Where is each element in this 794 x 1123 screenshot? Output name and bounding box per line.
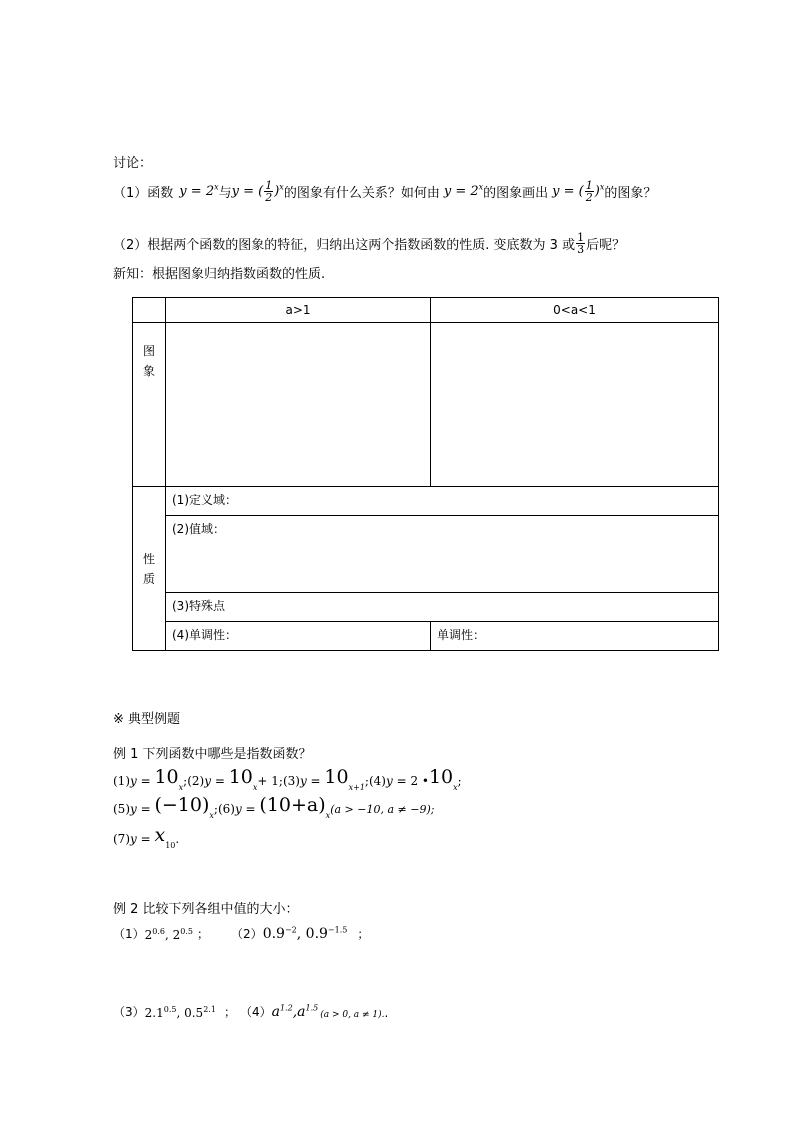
example-2-title: 例 2 比较下列各组中值的大小： — [113, 902, 299, 917]
q1-text-c: 的图象有什么关系？如何由 — [283, 185, 440, 201]
fraction-one-third: $\frac{1}{3}$ — [577, 230, 585, 256]
q1-text-e: 的图象？ — [604, 185, 657, 201]
properties-table — [132, 297, 719, 651]
q1-text-d: 的图象画出 — [483, 185, 549, 201]
monotonicity-cell-2: 单调性： — [431, 622, 719, 651]
table-graph-row — [133, 323, 719, 487]
example-2-line-1: （1） $2^{0.6}$, $2^{0.5}$ ； （2） $0.9^{-2}$, $0.9^{-1.5}$ ； — [113, 925, 370, 942]
example-1-line-3: (7) y = x 10 . — [113, 824, 180, 850]
header-empty-cell — [133, 298, 166, 323]
table-mono-row — [133, 622, 719, 651]
domain-cell: (1)定义域： — [166, 487, 719, 516]
table-header-row — [133, 298, 719, 323]
header-a-between-0-1: 0<a<1 — [431, 298, 719, 323]
formula-y-2x-b: $y = 2^x$ — [443, 182, 484, 199]
p2-expression: $0.9^{-2}$, $0.9^{-1.5}$ — [262, 925, 348, 942]
range-cell: (2)值域： — [166, 516, 719, 593]
example-1-title: 例 1 下列函数中哪些是指数函数？ — [113, 747, 312, 762]
special-point-cell: (3)特殊点 — [166, 593, 719, 622]
discussion-heading: 讨论： — [113, 156, 153, 171]
p3-expression: $2.1^{0.5}$, $0.5^{2.1}$ — [144, 1005, 216, 1020]
graph-cell-a-lt-1 — [431, 323, 719, 487]
table-range-row — [133, 516, 719, 593]
formula-y-half-x-b: y = ( $\frac{1}{2}$ )$^x$ — [552, 178, 605, 204]
formula-y-2x: $y = 2^x$ — [179, 182, 219, 199]
p1-expression: $2^{0.6}$, $2^{0.5}$ — [144, 927, 194, 942]
examples-heading: ※ 典型例题 — [113, 712, 181, 727]
new-knowledge: 新知：根据图象归纳指数函数的性质. — [113, 267, 326, 282]
example-1-line-2: (5) y = (−10) x ;(6) y = (10+a) x (a > −10, a ≠ −9); — [113, 794, 435, 820]
q1-number: （1） — [113, 185, 148, 201]
q2-tail: 后呢？ — [586, 237, 626, 253]
question-2 — [113, 228, 625, 258]
q2-number: （2） — [113, 237, 148, 253]
p4-expression: $a^{1.2},a^{1.5}$ — [271, 1003, 319, 1020]
q1-text-a: 函数 — [147, 185, 174, 201]
graph-cell-a-gt-1 — [166, 323, 431, 487]
header-a-gt-1: a>1 — [166, 298, 431, 323]
table-special-row — [133, 593, 719, 622]
question-1 — [113, 176, 656, 206]
properties-label: 性质 — [133, 487, 166, 651]
example-2-line-2: （3） $2.1^{0.5}$, $0.5^{2.1}$ ； （4） $a^{1.2},a^{1.5}$ (a > 0, a ≠ 1). . — [113, 1003, 389, 1020]
graph-label: 图象 — [133, 323, 166, 487]
q1-text-b: 与 — [218, 185, 232, 201]
table-domain-row — [133, 487, 719, 516]
monotonicity-cell-1: (4)单调性： — [166, 622, 431, 651]
example-1-line-1: (1) y = 10 x ;(2) y = 10 x + 1 ;(3) y = 10 x+1 ;(4) y = 2 • 10 x ; — [113, 766, 462, 792]
formula-y-half-x: y = ( $\frac{1}{2}$ )$^x$ — [231, 178, 284, 204]
q2-text: 根据两个函数的图象的特征，归纳出这两个指数函数的性质. 变底数为 3 或 — [147, 237, 576, 253]
